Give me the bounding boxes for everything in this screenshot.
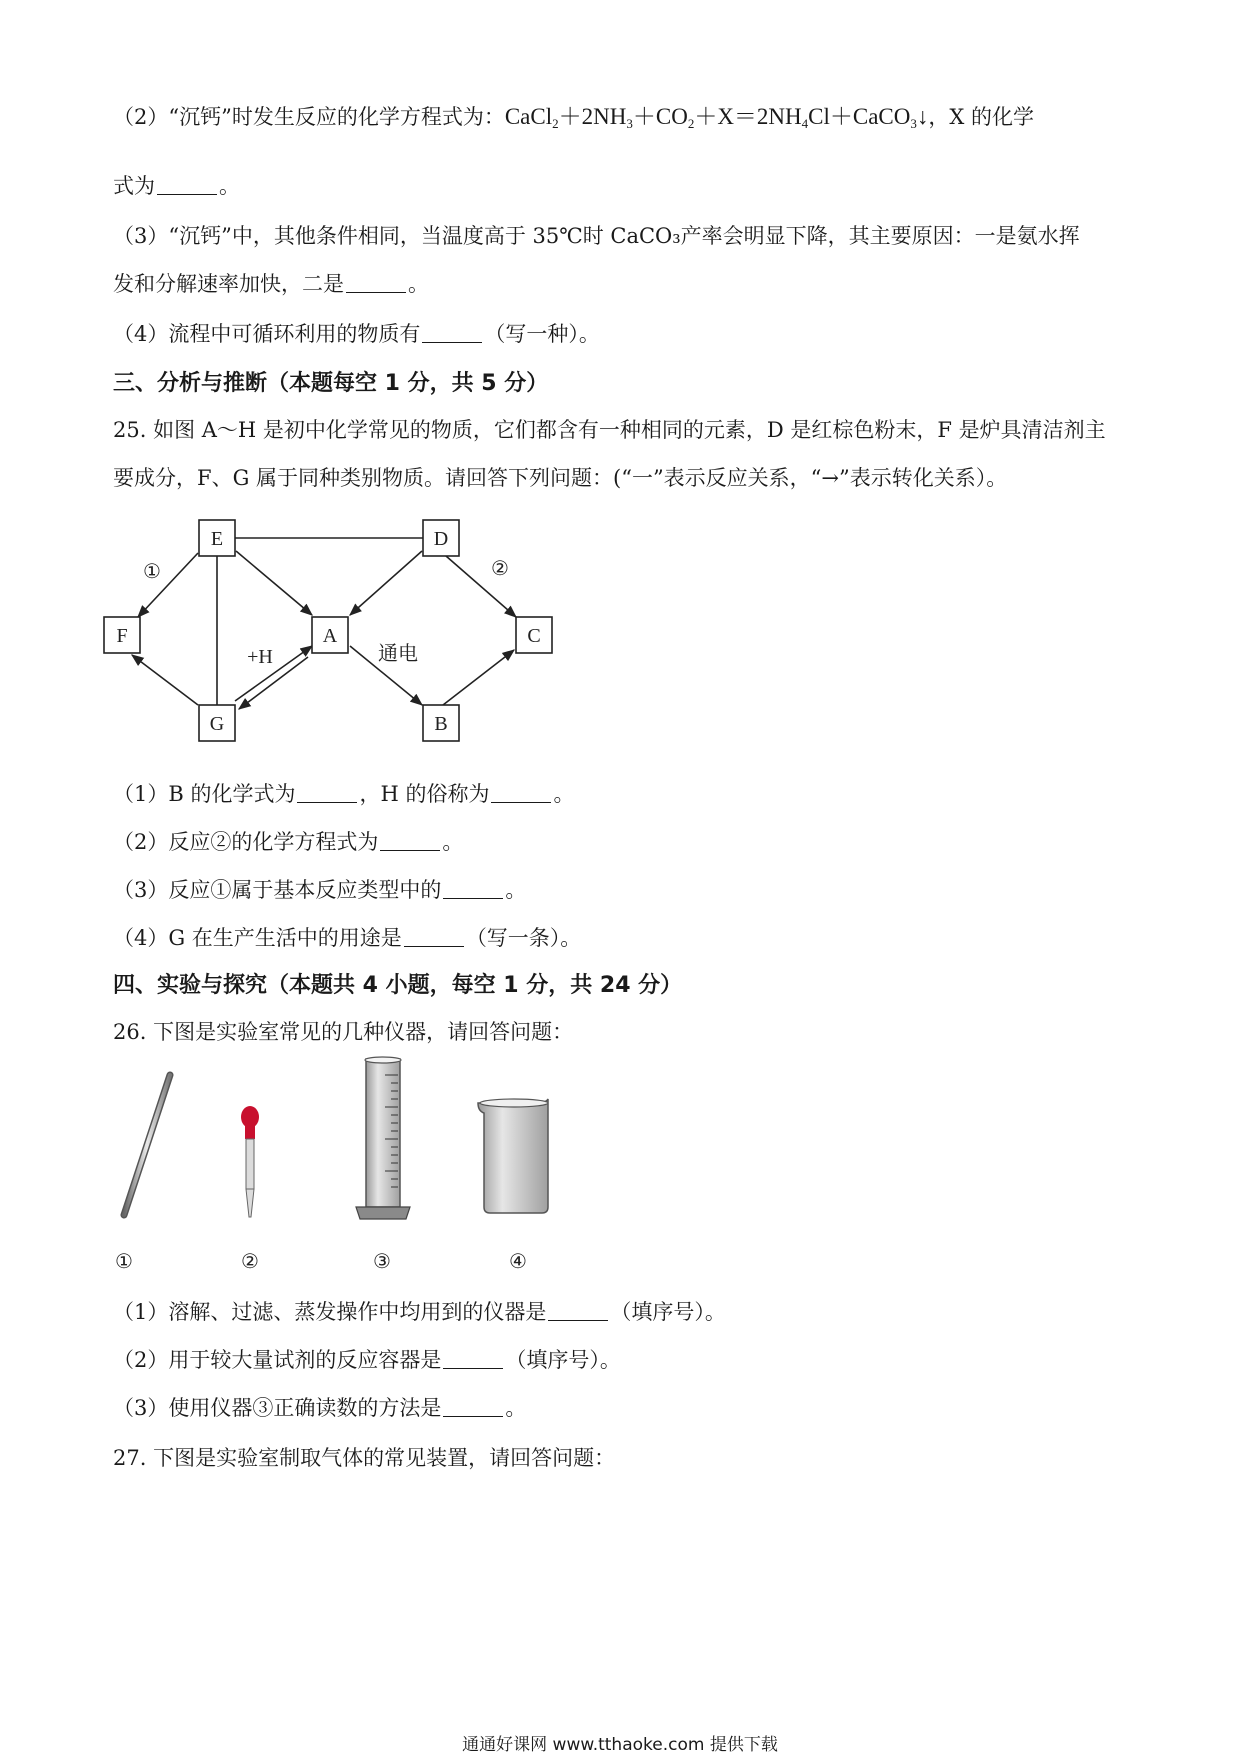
answer-blank <box>491 784 551 803</box>
answer-blank <box>297 784 357 803</box>
plus-h-label: +H <box>247 646 273 668</box>
node-a-label: A <box>322 625 338 647</box>
page-footer: 通通好课网 www.tthaoke.com 提供下载 <box>462 1735 778 1755</box>
node-g-label: G <box>209 713 225 735</box>
graduated-cylinder-icon <box>356 1057 410 1219</box>
q24-part4: （4）流程中可循环利用的物质有 （写一种）。 <box>113 322 600 346</box>
q24-part2-lead: （2）“沉钙”时发生反应的化学方程式为： <box>113 105 505 129</box>
q25-stem-line1: 25. 如图 A～H 是初中化学常见的物质，它们都含有一种相同的元素，D 是红棕色粉末，F 是炉具清洁剂主 <box>113 418 1106 442</box>
electrolysis-label: 通电 <box>378 643 418 665</box>
reaction-diagram <box>100 505 570 750</box>
q25-part3: （3）反应①属于基本反应类型中的 。 <box>113 878 527 902</box>
q26-part2: （2）用于较大量试剂的反应容器是 （填序号）。 <box>113 1348 621 1372</box>
lab-instruments-figure <box>100 1055 620 1275</box>
node-f-label: F <box>116 625 128 647</box>
q26-part3: （3）使用仪器③正确读数的方法是 。 <box>113 1396 527 1420</box>
q26-stem: 26. 下图是实验室常见的几种仪器，请回答问题： <box>113 1020 574 1044</box>
node-c-label: C <box>527 625 541 647</box>
q24-part3-line1: （3）“沉钙”中，其他条件相同，当温度高于 35℃时 CaCO₃产率会明显下降，其主要原因：一是氨水挥 <box>113 224 1080 248</box>
answer-blank <box>157 176 217 195</box>
section-3-title: 三、分析与推断（本题每空 1 分，共 5 分） <box>113 371 549 396</box>
q25-part4: （4）G 在生产生活中的用途是 （写一条）。 <box>113 926 582 950</box>
answer-blank <box>443 1350 503 1369</box>
answer-blank <box>422 324 482 343</box>
chemical-equation: $CaCl_2+2NH_3+CO_2+X=2NH_4Cl+CaCO_3↓$ <box>504 104 929 131</box>
q24-part3-line2: 发和分解速率加快，二是 。 <box>113 272 429 296</box>
instrument-label-2: ② <box>241 1251 259 1273</box>
answer-blank <box>346 274 406 293</box>
answer-blank <box>380 832 440 851</box>
answer-blank <box>443 880 503 899</box>
reaction-2-label: ② <box>491 558 509 580</box>
instrument-label-1: ① <box>115 1251 133 1273</box>
node-b-label: B <box>434 713 448 735</box>
instrument-label-3: ③ <box>373 1251 391 1273</box>
q24-part2-line2: 式为 。 <box>113 174 240 198</box>
q25-part2: （2）反应②的化学方程式为 。 <box>113 830 464 854</box>
beaker-icon <box>478 1099 548 1213</box>
q25-part1: （1）B 的化学式为 ，H 的俗称为 。 <box>113 782 575 806</box>
node-d-label: D <box>433 528 449 550</box>
glass-rod-icon <box>124 1075 170 1215</box>
q25-stem-line2: 要成分，F、G 属于同种类别物质。请回答下列问题：(“一”表示反应关系，“→”表示转化关系）。 <box>113 466 1008 490</box>
q24-part2-line1: （2）“沉钙”时发生反应的化学方程式为：$CaCl_2+2NH_3+CO_2+X=2NH_4Cl+CaCO_3↓$，X 的化学 <box>113 104 1035 131</box>
answer-blank <box>548 1302 608 1321</box>
reaction-1-label: ① <box>143 561 161 583</box>
answer-blank <box>404 928 464 947</box>
instrument-label-4: ④ <box>509 1251 527 1273</box>
q27-stem: 27. 下图是实验室制取气体的常见装置，请回答问题： <box>113 1446 616 1470</box>
dropper-icon <box>241 1106 259 1217</box>
section-4-title: 四、实验与探究（本题共 4 小题，每空 1 分，共 24 分） <box>113 973 683 998</box>
answer-blank <box>443 1398 503 1417</box>
q26-part1: （1）溶解、过滤、蒸发操作中均用到的仪器是 （填序号）。 <box>113 1300 726 1324</box>
node-e-label: E <box>210 528 224 550</box>
